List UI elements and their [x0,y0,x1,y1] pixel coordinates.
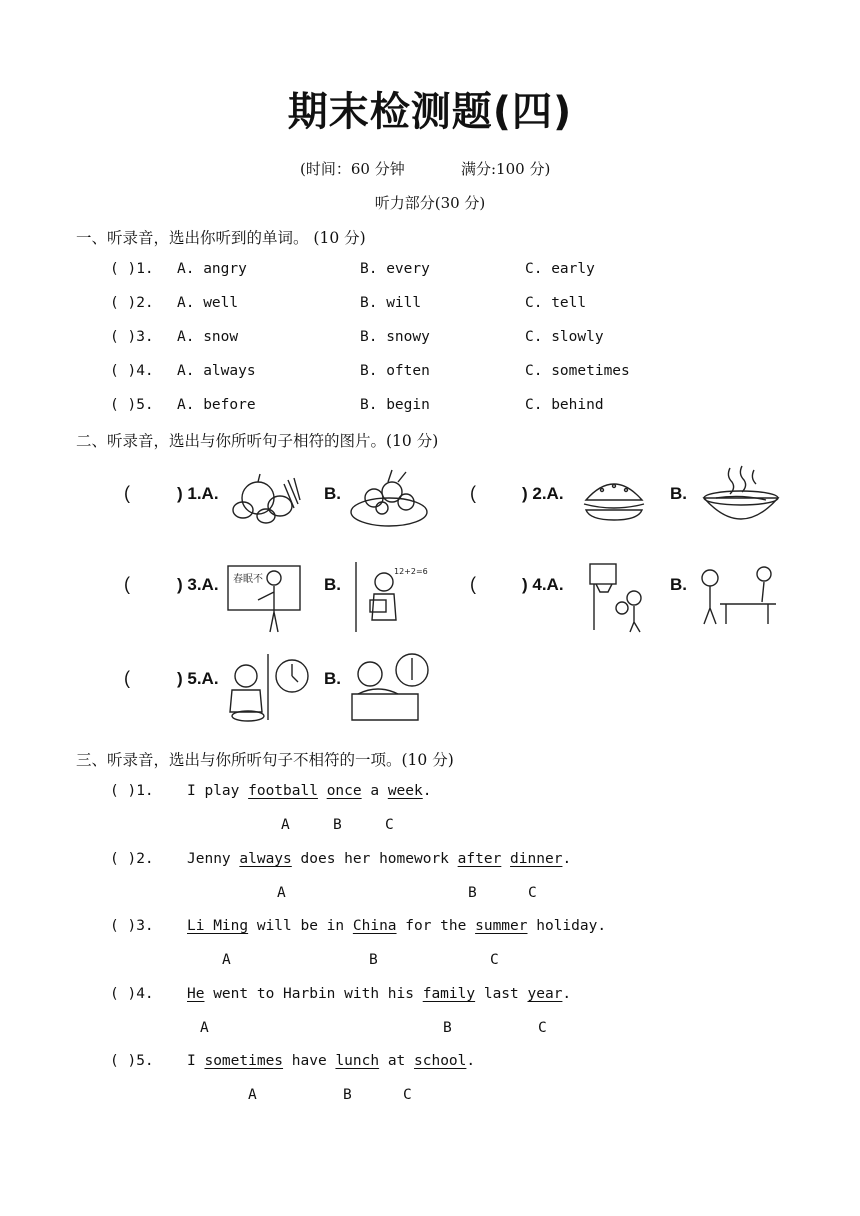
hamburger-picture[interactable] [578,472,650,528]
option-b[interactable]: B. begin [360,397,430,413]
underlined-option-b: lunch [335,1053,380,1069]
option-c[interactable]: C. slowly [525,329,604,345]
option-b[interactable]: B. often [360,363,430,379]
question-number[interactable]: ( )1. [110,261,154,277]
option-b-label: B. [670,484,687,503]
option-b[interactable]: B. will [360,295,422,311]
boy-reading-picture[interactable] [352,560,432,636]
option-b[interactable]: B. every [360,261,430,277]
option-b-label: B. [670,575,687,594]
answer-bracket[interactable]: ( [470,483,476,503]
option-a[interactable]: A. always [177,363,256,379]
score-info: 满分:100 分) [461,160,551,178]
page-title: 期末检测题(四) [287,89,573,135]
underlined-option-b: once [326,783,362,799]
option-letter-a: A [222,952,231,968]
vegetables-picture[interactable] [228,470,308,530]
question-number[interactable]: ( )3. [110,329,154,345]
underlined-option-c: dinner [510,851,563,867]
option-letter-b: B [333,817,342,833]
option-letter-c: C [385,817,394,833]
section3-heading: 三、听录音，选出与你所听句子不相符的一项。(10 分) [76,751,454,769]
answer-bracket[interactable]: ( [124,483,130,503]
option-letter-a: A [248,1087,257,1103]
option-letter-a: A [277,885,286,901]
question-label: ) 1.A. [177,484,219,503]
option-b-label: B. [324,575,341,594]
noodles-bowl-picture[interactable] [700,464,782,532]
listening-heading: 听力部分(30 分) [374,194,486,212]
option-a[interactable]: A. snow [177,329,239,345]
question-number[interactable]: ( )5. [110,1053,154,1069]
question-label: ) 5.A. [177,669,219,688]
girl-in-bed-clock-picture[interactable] [348,650,434,726]
option-letter-c: C [538,1020,547,1036]
question-label: ) 2.A. [522,484,564,503]
answer-bracket[interactable]: ( [124,668,130,688]
option-c[interactable]: C. sometimes [525,363,630,379]
option-letter-a: A [200,1020,209,1036]
underlined-option-a: Li Ming [187,918,249,934]
ping-pong-picture[interactable] [692,562,782,632]
option-letter-b: B [343,1087,352,1103]
option-letter-b: B [468,885,477,901]
question-number[interactable]: ( )2. [110,851,154,867]
option-b-label: B. [324,669,341,688]
option-c[interactable]: C. early [525,261,595,277]
underlined-option-c: school [414,1053,467,1069]
option-c[interactable]: C. behind [525,397,604,413]
sentence: Li Ming will be in China for the summer holiday. [187,918,607,934]
section1-heading: 一、听录音，选出你听到的单词。 (10 分) [76,229,366,247]
answer-bracket[interactable]: ( [470,574,476,594]
sentence: I play football once a week. [187,783,432,799]
question-label: ) 4.A. [522,575,564,594]
option-letter-a: A [281,817,290,833]
option-a[interactable]: A. well [177,295,239,311]
option-letter-c: C [528,885,537,901]
option-b-label: B. [324,484,341,503]
sentence: Jenny always does her homework after dinner. [187,851,572,867]
boy-eating-clock-picture[interactable] [224,650,314,726]
question-number[interactable]: ( )5. [110,397,154,413]
board-text: 春眠不 [233,574,263,585]
sentence: He went to Harbin with his family last year. [187,986,572,1002]
answer-bracket[interactable]: ( [124,574,130,594]
question-number[interactable]: ( )4. [110,363,154,379]
underlined-option-a: He [187,986,205,1002]
underlined-option-c: week [387,783,423,799]
underlined-option-a: football [248,783,318,799]
sentence: I sometimes have lunch at school. [187,1053,476,1069]
option-letter-c: C [403,1087,412,1103]
option-c[interactable]: C. tell [525,295,587,311]
underlined-option-c: year [527,986,563,1002]
underlined-option-a: sometimes [204,1053,284,1069]
option-letter-b: B [369,952,378,968]
option-a[interactable]: A. before [177,397,256,413]
question-number[interactable]: ( )3. [110,918,154,934]
underlined-option-b: China [352,918,397,934]
underlined-option-b: after [457,851,502,867]
option-letter-c: C [490,952,499,968]
question-number[interactable]: ( )2. [110,295,154,311]
underlined-option-b: family [422,986,476,1002]
fruit-plate-picture[interactable] [348,464,430,530]
basketball-picture[interactable] [586,560,652,634]
question-number[interactable]: ( )1. [110,783,154,799]
section2-heading: 二、听录音，选出与你所听句子相符的图片。(10 分) [76,432,439,450]
underlined-option-a: always [239,851,292,867]
teacher-at-blackboard-picture[interactable] [226,562,308,634]
board-math: 12+2=6 [394,567,428,576]
question-number[interactable]: ( )4. [110,986,154,1002]
option-a[interactable]: A. angry [177,261,247,277]
time-info: (时间：60 分钟 [300,160,405,178]
option-b[interactable]: B. snowy [360,329,430,345]
question-label: ) 3.A. [177,575,219,594]
option-letter-b: B [443,1020,452,1036]
underlined-option-c: summer [475,918,528,934]
